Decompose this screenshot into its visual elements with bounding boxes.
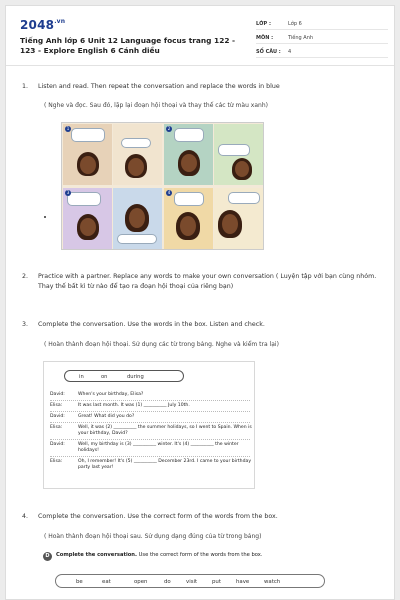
- question-text: Practice with a partner. Replace any words to make your own conversation ( Luyện tập với bạn cùng nhóm. Thay thế bất kì từ nào để tạo ra đoạn hội thoại của riêng bạn): [38, 273, 377, 290]
- meta-key: MÔN :: [256, 35, 274, 41]
- word-box-item: watch: [264, 579, 281, 585]
- word-box-item: put: [212, 579, 221, 585]
- question-text: Complete the conversation. Use the words in the box. Listen and check.: [38, 321, 265, 328]
- line-text: Great! What did you do?: [78, 414, 135, 419]
- line-text: It was last month. It was (1) __________ July 10th.: [78, 403, 190, 408]
- comic-panel: 4: [164, 188, 213, 249]
- comic-panel: 2: [164, 124, 213, 185]
- meta-value: Tiếng Anh: [288, 35, 314, 41]
- word-box-item: on: [101, 374, 108, 380]
- word-box: [64, 370, 184, 382]
- comic-panel: 3: [63, 188, 112, 249]
- exercise-3-image: [43, 361, 255, 489]
- question-text: Listen and read. Then repeat the conversation and replace the words in blue: [38, 83, 280, 90]
- word-box-item: open: [134, 579, 148, 585]
- meta-row-count: [256, 44, 388, 58]
- comic-panel: [113, 188, 162, 249]
- meta-row-grade: [256, 16, 388, 30]
- exercise-4-instruction: [56, 552, 296, 559]
- meta-key: LỚP :: [256, 21, 271, 27]
- logo-text: 2048: [20, 18, 55, 32]
- meta-key: SỐ CÂU :: [256, 49, 281, 55]
- question-number: 4.: [22, 513, 29, 520]
- word-box-item: visit: [186, 579, 198, 585]
- meta-value: 4: [288, 49, 292, 55]
- instruction-bold: Complete the conversation.: [56, 552, 137, 558]
- instruction-rest: Use the correct form of the words from the box.: [136, 552, 263, 558]
- comic-panel: [214, 124, 263, 185]
- question-3-translation: ( Hoàn thành đoạn hội thoại. Sử dụng các từ trong bảng. Nghe và kiểm tra lại): [44, 341, 279, 348]
- question-number: 2.: [22, 273, 29, 280]
- document-header: [6, 6, 395, 66]
- site-logo[interactable]: [20, 18, 65, 32]
- line-text: Oh, I remember! It's (5) __________ December 23rd. I came to your birthday party last year!: [78, 459, 252, 470]
- comic-panel: 1: [63, 124, 112, 185]
- exercise-4-image: [43, 552, 343, 600]
- question-number: 3.: [22, 321, 29, 328]
- speaker: David:: [50, 414, 65, 419]
- word-box-item: do: [164, 579, 171, 585]
- speaker: David:: [50, 392, 65, 397]
- word-box: [55, 574, 325, 588]
- comic-illustration: [61, 122, 264, 250]
- word-box-item: have: [236, 579, 250, 585]
- question-1-translation: ( Nghe và đọc. Sau đó, lặp lại đoạn hội thoại và thay thế các từ màu xanh): [44, 102, 268, 109]
- meta-row-subject: [256, 30, 388, 44]
- speaker: Elisa:: [50, 425, 63, 430]
- bullet-dot: [44, 216, 46, 218]
- exercise-badge: D: [43, 552, 52, 561]
- comic-panel: [214, 188, 263, 249]
- logo-suffix: .vn: [54, 18, 66, 25]
- word-box-item: in: [79, 374, 84, 380]
- question-text: Complete the conversation. Use the correct form of the words from the box.: [38, 513, 278, 520]
- comic-panel: [113, 124, 162, 185]
- speaker: Elisa:: [50, 459, 63, 464]
- meta-value: Lớp 6: [288, 21, 302, 27]
- page: [5, 5, 395, 600]
- word-box-item: during: [127, 374, 144, 380]
- line-text: Well, it was (2) __________ the summer holidays, so I went to Spain. When is your birthday, David?: [78, 425, 252, 436]
- speaker: David:: [50, 442, 65, 447]
- word-box-item: be: [76, 579, 83, 585]
- word-box-item: eat: [102, 579, 111, 585]
- line-text: Well, my birthday is (3) __________ winter. It's (4) __________ the winter holidays!: [78, 442, 239, 453]
- speaker: Elisa:: [50, 403, 63, 408]
- line-text: When's your birthday, Elisa?: [78, 392, 144, 397]
- meta-info: [256, 16, 388, 58]
- question-4-translation: ( Hoàn thành đoạn hội thoại sau. Sử dụng dạng đúng của từ trong bảng): [44, 533, 262, 540]
- page-title: Tiếng Anh lớp 6 Unit 12 Language focus trang 122 - 123 - Explore English 6 Cánh diều: [20, 36, 236, 55]
- question-number: 1.: [22, 83, 29, 90]
